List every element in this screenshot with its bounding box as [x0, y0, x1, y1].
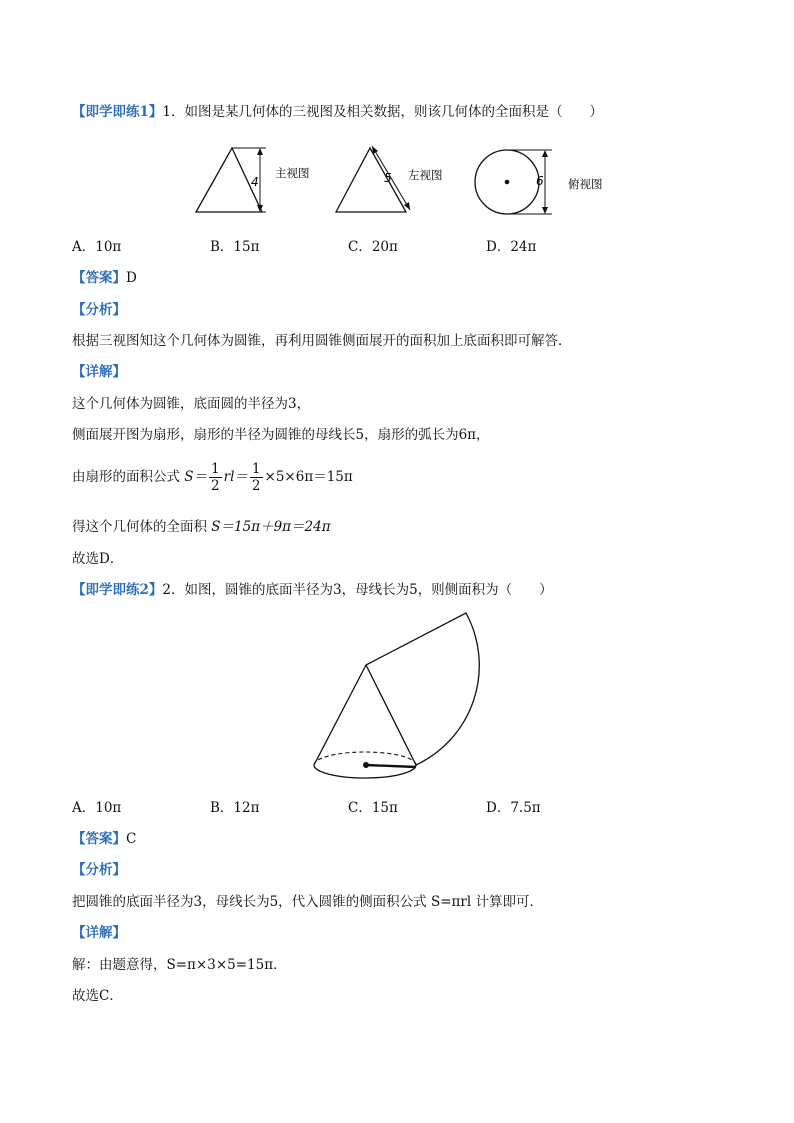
q2-detail-tag: 【详解】: [72, 925, 126, 941]
q2-answer-line: [72, 829, 136, 849]
q1-detail-1: 这个几何体为圆锥，底面圆的半径为3，: [72, 396, 311, 412]
q1-answer: D: [126, 270, 137, 286]
q1-analysis: 根据三视图知这个几何体为圆锥，再利用圆锥侧面展开的面积加上底面积即可解答．: [72, 333, 572, 349]
q1-stem: 1．如图是某几何体的三视图及相关数据，则该几何体的全面积是（ ）: [162, 104, 603, 120]
q2-cone-figure: [300, 605, 490, 785]
top-value: 6: [536, 174, 544, 188]
side-view-label: 左视图: [408, 168, 443, 182]
front-value: 4: [251, 175, 259, 189]
q2-analysis: 把圆锥的底面半径为3，母线长为5，代入圆锥的侧面积公式 S=πrl 计算即可．: [72, 894, 543, 910]
q1-option-b: B．15π: [210, 239, 260, 255]
q1-detail-3: 由扇形的面积公式 S＝ $\frac{1}{2}$ rl＝ $\frac{1}{2}$ ×5×6π＝15π: [72, 461, 353, 494]
q1-option-c: C．20π: [348, 239, 398, 255]
cone-left-side: [314, 665, 366, 765]
front-view-label: 主视图: [275, 166, 310, 180]
q1-answer-tag: 【答案】: [72, 270, 126, 286]
q2-detail-2: 故选C．: [72, 988, 123, 1004]
q2-stem: 2．如图，圆锥的底面半径为3，母线长为5，则侧面积为（ ）: [162, 582, 553, 598]
q1-option-a: A．10π: [72, 239, 122, 255]
side-view-triangle: [336, 148, 406, 212]
q2-tag: 【即学即练2】: [72, 582, 163, 598]
q1-answer-line: [72, 268, 137, 288]
q2-answer-tag: 【答案】: [72, 831, 126, 847]
q1-option-d: D．24π: [486, 239, 537, 255]
q1-stem-line: [72, 102, 603, 122]
q1-analysis-tag: 【分析】: [72, 302, 126, 318]
top-view-label: 俯视图: [568, 177, 603, 191]
q2-analysis-tag: 【分析】: [72, 862, 126, 878]
q2-option-c: C．15π: [348, 800, 398, 816]
q1-detail-tag: 【详解】: [72, 364, 126, 380]
q1-detail-4: 得这个几何体的全面积 S＝15π＋9π＝24π: [72, 519, 331, 535]
q1-detail-5: 故选D．: [72, 551, 124, 567]
sector-outline: [366, 613, 479, 765]
q1-tag: 【即学即练1】: [72, 104, 163, 120]
q2-option-a: A．10π: [72, 800, 122, 816]
side-value: 5: [384, 171, 392, 185]
q2-option-d: D．7.5π: [486, 800, 541, 816]
q2-detail-1: 解：由题意得，S=π×3×5=15π．: [72, 957, 287, 973]
top-view-center: [505, 180, 510, 185]
q1-three-views: [190, 140, 620, 222]
q2-answer: C: [126, 831, 137, 847]
q2-stem-line: [72, 580, 553, 600]
q1-detail-2: 侧面展开图为扇形，扇形的半径为圆锥的母线长5，扇形的弧长为6π，: [72, 427, 490, 443]
cone-right-side: [366, 665, 416, 765]
q2-option-b: B．12π: [210, 800, 260, 816]
cone-radius: [366, 765, 416, 767]
